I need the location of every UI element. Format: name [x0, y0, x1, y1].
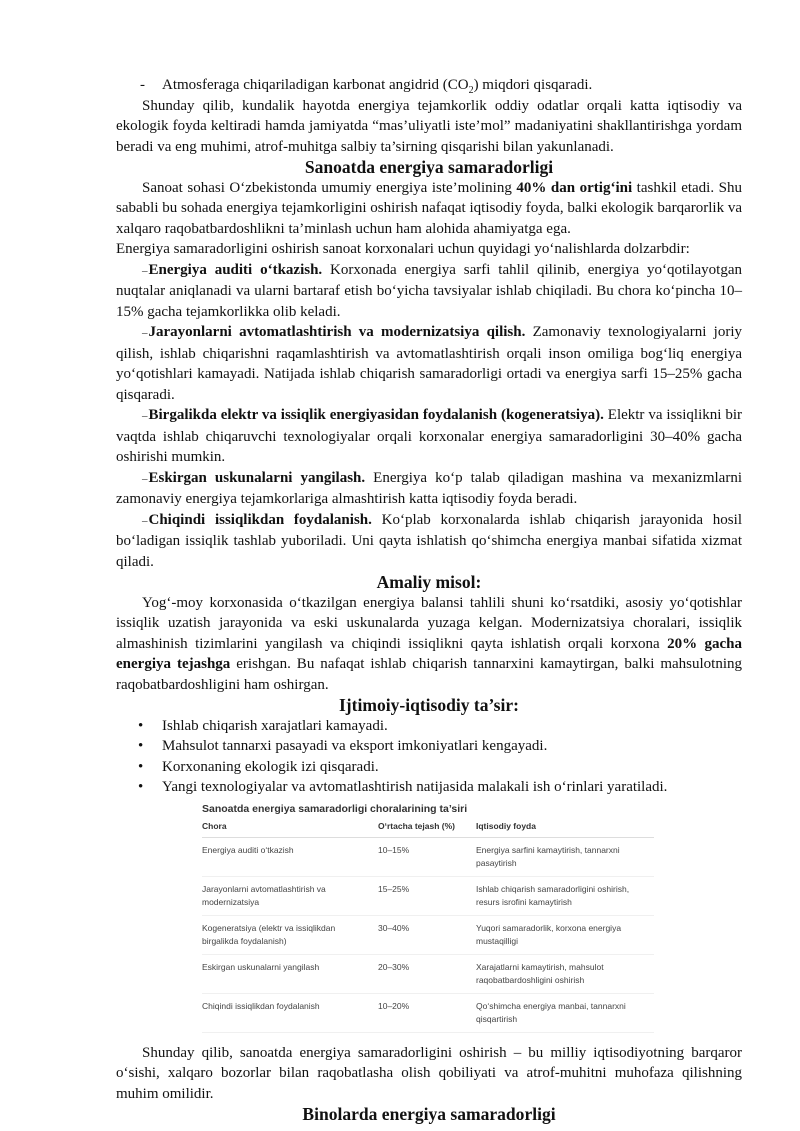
measures-table-figure — [202, 803, 654, 1033]
direction-text: Elektr va issiqlikni bir vaqtda ishlab chiqaruvchi texnologiyalar orqali korxonalar energiya samaradorligini 30–40% gacha oshirishi mumkin. — [116, 407, 743, 465]
example-text-before: Yog‘-moy korxonasida o‘tkazilgan energiya balansi tahlili shuni ko‘rsatdiki, asosiy yo‘qotishlar issiqlik uzatish jarayonida va eski uskunalarda yuzaga kelgan. Modernizatsiya choralari, issiqlik almashinish tizimlarini yangilash va chiqindi issiqlikni qayta ishlatish orqali korxona — [116, 594, 742, 652]
intro-text-before: Sanoat sohasi O‘zbekistonda umumiy energiya iste’molining — [142, 179, 517, 196]
dash-marker: – — [142, 327, 148, 339]
direction-title: Eskirgan uskunalarni yangilash. — [148, 469, 366, 486]
co2-text-before: Atmosferaga chiqariladigan karbonat angidrid (CO — [162, 77, 469, 93]
impact-bullet-item: • Mahsulot tannarxi pasayadi va eksport imkoniyatlari kengayadi. — [116, 736, 742, 757]
conclusion-paragraph: Shunday qilib, sanoatda energiya samaradorligini oshirish – bu milliy iqtisodiyotning barqaror o‘sishi, xalqaro bozorlar bilan raqobatlasha olish qobiliyati va atrof-muhitni muhofaza qilishning muhim omilidir. — [116, 1044, 742, 1102]
table-header-cell: Chora — [202, 818, 378, 838]
impact-bullet-item: • Yangi texnologiyalar va avtomatlashtirish natijasida malakali ish o‘rinlari yaratiladi. — [116, 777, 742, 798]
table-cell: 30–40% — [378, 916, 476, 955]
industry-intro-paragraph — [116, 178, 742, 240]
direction-title: Jarayonlarni avtomatlashtirish va modernizatsiya qilish. — [148, 324, 526, 340]
directions-lead-paragraph: Energiya samaradorligini oshirish sanoat korxonalari uchun quyidagi yo‘nalishlarda dolzarbdir: — [116, 241, 690, 257]
table-cell: Qo‘shimcha energiya manbai, tannarxni qisqartirish — [476, 994, 654, 1033]
direction-text: Zamonaviy texnologiyalarni joriy qilish, ishlab chiqarishni raqamlashtirish va avtomatlashtirish orqali inson omiliga bog‘liq energiya yo‘qotishlari kamayadi. Natijada ishlab chiqarish samaradorligi ortadi va energiya sarfi 15–25% gacha qisqaradi. — [116, 324, 742, 403]
table-cell: 10–20% — [378, 994, 476, 1033]
direction-item — [116, 260, 742, 323]
direction-title: Birgalikda elektr va issiqlik energiyasidan foydalanish (kogeneratsiya). — [148, 407, 604, 423]
directions-list — [116, 260, 742, 573]
table-cell: Ishlab chiqarish samaradorligini oshirish, resurs isrofini kamaytirish — [476, 877, 654, 916]
page-content — [116, 75, 742, 1125]
table-header-cell: Iqtisodiy foyda — [476, 818, 654, 838]
direction-item — [116, 468, 742, 510]
dash-marker: – — [142, 472, 148, 485]
impact-bullet-list — [116, 716, 742, 798]
co2-text-after: ) miqdori qisqaradi. — [473, 77, 593, 93]
dash-marker: – — [142, 410, 148, 422]
section-heading-industry: Sanoatda energiya samaradorligi — [304, 157, 554, 177]
table-cell: 10–15% — [378, 838, 476, 877]
dash-marker: - — [140, 77, 145, 93]
dash-marker: – — [142, 514, 148, 527]
table-cell: 20–30% — [378, 955, 476, 994]
section-heading-example: Amaliy misol: — [376, 572, 482, 592]
direction-title: Chiqindi issiqlikdan foydalanish. — [148, 511, 372, 528]
direction-item — [116, 405, 742, 468]
dash-marker: – — [142, 264, 148, 277]
example-bold-figure: 20% gacha energiya tejashga — [116, 635, 743, 672]
impact-bullet-item: • Ishlab chiqarish xarajatlari kamayadi. — [116, 716, 742, 737]
impact-bullet-item: • Korxonaning ekologik izi qisqaradi. — [116, 757, 742, 778]
table-cell: Jarayonlarni avtomatlashtirish va modernizatsiya — [202, 877, 378, 916]
direction-text: Energiya ko‘p talab qiladigan mashina va mexanizmlarni zamonaviy energiya tejamkorlariga almashtirish katta iqtisodiy foyda beradi. — [116, 469, 742, 507]
table-cell: Chiqindi issiqlikdan foydalanish — [202, 994, 378, 1033]
section-heading-buildings: Binolarda energiya samaradorligi — [302, 1104, 556, 1124]
direction-item — [116, 510, 742, 573]
co2-subscript: 2 — [468, 85, 474, 96]
table-cell: Yuqori samaradorlik, korxona energiya mustaqilligi — [476, 916, 654, 955]
table-cell: Energiya auditi o‘tkazish — [202, 838, 378, 877]
direction-text: Korxonada energiya sarfi tahlil qilinib, energiya yo‘qotilayotgan nuqtalar aniqlanadi va ularni bartaraf etish bo‘yicha tavsiyalar ishlab chiqiladi. Bu chora ko‘pincha 10–15% gacha tejamkorlikka olib keladi. — [116, 261, 742, 320]
example-text-after: erishgan. Bu nafaqat ishlab chiqarish tannarxini kamaytirgan, balki mahsulotning raqobatbardoshligini ham oshirgan. — [116, 656, 742, 693]
example-paragraph — [116, 593, 742, 696]
section-heading-impact: Ijtimoiy-iqtisodiy ta’sir: — [338, 695, 519, 715]
table-cell: Xarajatlarni kamaytirish, mahsulot raqobatbardoshligini oshirish — [476, 955, 654, 994]
intro-text-after: tashkil etadi. Shu sababli bu sohada energiya tejamkorligini oshirish nafaqat iqtisodiy foyda, balki ekologik barqarorlik va xalqaro raqobatbardoshlikni ta’minlash uchun ham alohida ahamiyatga ega. — [116, 179, 742, 237]
table-cell: Kogeneratsiya (elektr va issiqlikdan birgalikda foydalanish) — [202, 916, 378, 955]
direction-text: Ko‘plab korxonalarda ishlab chiqarish jarayonida hosil bo‘ladigan issiqlik tashlab yuboriladi. Uni qayta ishlatish qo‘shimcha energiya manbai sifatida xizmat qiladi. — [116, 511, 742, 570]
table-cell: 15–25% — [378, 877, 476, 916]
co2-list-item — [116, 75, 742, 96]
table-cell: Energiya sarfini kamaytirish, tannarxni pasaytirish — [476, 838, 654, 877]
table-cell: Eskirgan uskunalarni yangilash — [202, 955, 378, 994]
summary-paragraph: Shunday qilib, kundalik hayotda energiya tejamkorlik oddiy odatlar orqali katta iqtisodiy va ekologik foyda keltiradi hamda jamiyatda “mas’uliyatli iste’mol” madaniyatini shakllantirishga yordam beradi va eng muhimi, atrof-muhitga salbiy ta’sirning qisqarishi bilan yakunlanadi. — [116, 97, 742, 155]
direction-title: Energiya auditi o‘tkazish. — [148, 261, 323, 278]
direction-item — [116, 322, 742, 405]
table-title: Sanoatda energiya samaradorligi choralarining ta’siri — [202, 802, 468, 815]
table-header-cell: O‘rtacha tejash (%) — [378, 818, 476, 838]
intro-bold-figure: 40% dan ortig‘ini — [516, 179, 633, 196]
table-grid — [202, 818, 654, 1033]
